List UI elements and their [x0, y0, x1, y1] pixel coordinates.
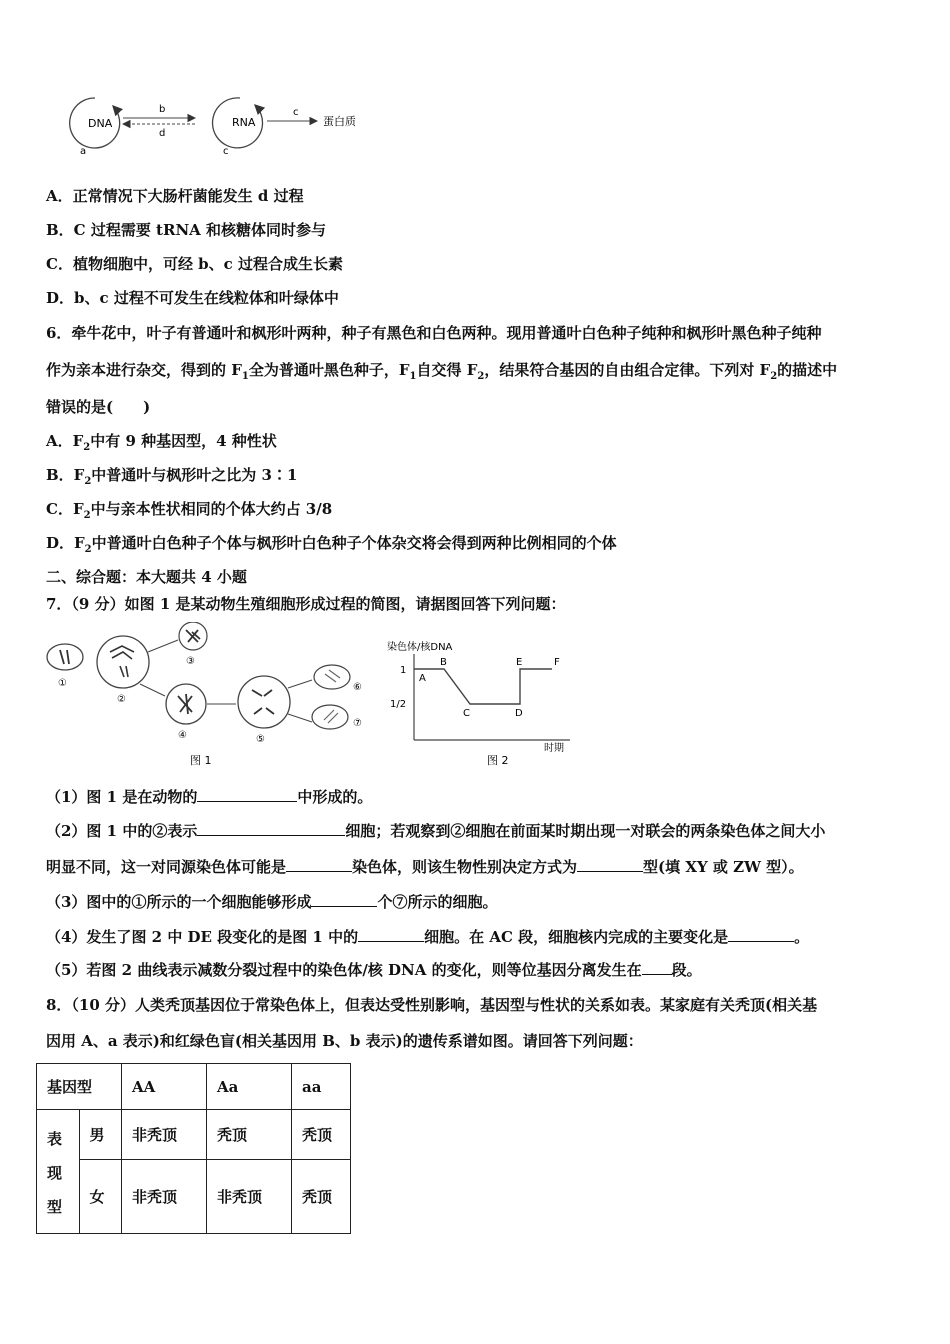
fig2-ylabel: 染色体/核DNA	[387, 642, 453, 653]
header-aa-hetero: Aa	[207, 1064, 292, 1110]
q6-option-d: D．$F_2$中普通叶白色种子个体与枫形叶白色种子个体杂交将会得到两种比例相同的个体	[46, 534, 617, 555]
q7-figure-2	[382, 634, 582, 774]
cell-2	[97, 636, 149, 688]
fig2-point-e: E	[516, 657, 523, 668]
fig2-ytick-1: 1	[400, 665, 407, 676]
q8-stem-line1: 8．（10 分）人类秃顶基因位于常染色体上，但表达受性别影响，基因型与性状的关系如表。某家庭有关秃顶(相关基	[46, 996, 818, 1014]
q6-option-c: C．$F_2$中与亲本性状相同的个体大约占 3/8	[46, 500, 333, 521]
table-cell: 非秃顶	[207, 1160, 292, 1234]
q6-stem-line3: 错误的是( )	[46, 398, 151, 416]
sex-female: 女	[79, 1160, 122, 1234]
sex-male: 男	[79, 1110, 122, 1160]
q7-part5-blank[interactable]	[642, 960, 672, 975]
table-cell: 秃顶	[292, 1160, 351, 1234]
header-genotype: 基因型	[37, 1064, 122, 1110]
fig1-label-2: ②	[117, 694, 126, 705]
q7-part-3: （3）图中的①所示的一个细胞能够形成 个⑦所示的细胞。	[46, 893, 498, 911]
phenotype-row-label: 表 现 型	[37, 1110, 80, 1234]
table-cell: 非秃顶	[122, 1110, 207, 1160]
q5-option-d: D．b、c 过程不可发生在线粒体和叶绿体中	[46, 289, 339, 307]
q7-part-5: （5）若图 2 曲线表示减数分裂过程中的染色体/核 DNA 的变化，则等位基因分离发生在 段。	[46, 961, 702, 979]
fig2-ytick-half: 1/2	[390, 699, 407, 710]
q7-part-1: （1）图 1 是在动物的 中形成的。	[46, 788, 373, 806]
q6-option-a: A．$F_2$中有 9 种基因型，4 种性状	[46, 432, 277, 453]
fig2-point-c: C	[463, 708, 470, 719]
q7-figure-1	[40, 622, 380, 772]
fig1-caption: 图 1	[190, 754, 212, 767]
cell-5	[238, 676, 290, 728]
label-a: a	[80, 146, 87, 157]
fig2-point-d: D	[515, 708, 523, 719]
fig1-label-7: ⑦	[353, 718, 362, 729]
q6-option-b: B．$F_2$中普通叶与枫形叶之比为 3∶1	[46, 466, 298, 487]
table-header-row	[37, 1064, 351, 1110]
q6-stem-line1: 6．牵牛花中，叶子有普通叶和枫形叶两种，种子有黑色和白色两种。现用普通叶白色种子纯种和枫形叶黑色种子纯种	[46, 324, 822, 342]
cell-6	[314, 665, 350, 689]
fig1-label-4: ④	[178, 730, 187, 741]
cell-1	[47, 644, 83, 670]
fig2-series-line	[414, 669, 552, 704]
q7-part4-blank-2[interactable]	[728, 927, 794, 942]
q5-option-b: B．C 过程需要 tRNA 和核糖体同时参与	[46, 221, 327, 239]
q7-part3-blank[interactable]	[311, 892, 377, 907]
rna-label: RNA	[232, 116, 256, 129]
cell-7	[312, 705, 348, 729]
fig1-label-1: ①	[58, 678, 67, 689]
table-row-male	[37, 1110, 351, 1160]
table-cell: 非秃顶	[122, 1160, 207, 1234]
table-row-female	[37, 1160, 351, 1234]
q5-option-c: C．植物细胞中，可经 b、c 过程合成生长素	[46, 255, 344, 273]
q7-part-2: （2）图 1 中的②表示 细胞；若观察到②细胞在前面某时期出现一对联会的两条染色体之间大小	[46, 822, 826, 840]
fig1-label-6: ⑥	[353, 682, 362, 693]
header-aa-recessive: aa	[292, 1064, 351, 1110]
q8-stem-line2: 因用 A、a 表示)和红绿色盲(相关基因用 B、b 表示)的遗传系谱如图。请回答下列问题：	[46, 1032, 643, 1050]
q6-stem-line2: 作为亲本进行杂交，得到的 $F_1$全为普通叶黑色种子，$F_1$自交得 $F_2$，结果符合基因的自由组合定律。下列对 $F_2$的描述中	[46, 361, 838, 382]
central-dogma-diagram	[55, 92, 395, 162]
fig2-xlabel: 时期	[544, 743, 564, 754]
header-aa-dominant: AA	[122, 1064, 207, 1110]
fig2-point-a: A	[419, 673, 426, 684]
fig1-label-5: ⑤	[256, 734, 265, 745]
fig1-label-3: ③	[186, 656, 195, 667]
q7-part2-blank-1[interactable]	[197, 821, 345, 836]
section-2-heading: 二、综合题：本大题共 4 小题	[46, 568, 247, 586]
table-cell: 秃顶	[207, 1110, 292, 1160]
protein-label: 蛋白质	[323, 115, 356, 128]
label-c-loop: c	[223, 146, 229, 157]
q7-stem: 7．（9 分）如图 1 是某动物生殖细胞形成过程的简图，请据图回答下列问题：	[46, 595, 566, 613]
table-cell: 秃顶	[292, 1110, 351, 1160]
dna-label: DNA	[88, 117, 113, 130]
label-d: d	[159, 128, 166, 139]
q7-part-2-cont: 明显不同，这一对同源染色体可能是 染色体，则该生物性别决定方式为 型(填 XY 或 ZW 型）。	[46, 858, 804, 876]
q5-option-a: A．正常情况下大肠杆菌能发生 d 过程	[46, 187, 304, 205]
fig2-point-b: B	[440, 657, 447, 668]
q7-part2-blank-2[interactable]	[286, 857, 352, 872]
genotype-phenotype-table	[36, 1063, 351, 1234]
label-b: b	[159, 104, 166, 115]
q7-part4-blank-1[interactable]	[358, 927, 424, 942]
label-c: c	[293, 107, 299, 118]
q7-part1-blank[interactable]	[197, 787, 297, 802]
fig2-caption: 图 2	[487, 754, 509, 767]
q7-part-4: （4）发生了图 2 中 DE 段变化的是图 1 中的 细胞。在 AC 段，细胞核内完成的主要变化是 。	[46, 928, 810, 946]
q7-part2-blank-3[interactable]	[577, 857, 643, 872]
fig2-point-f: F	[554, 657, 560, 668]
